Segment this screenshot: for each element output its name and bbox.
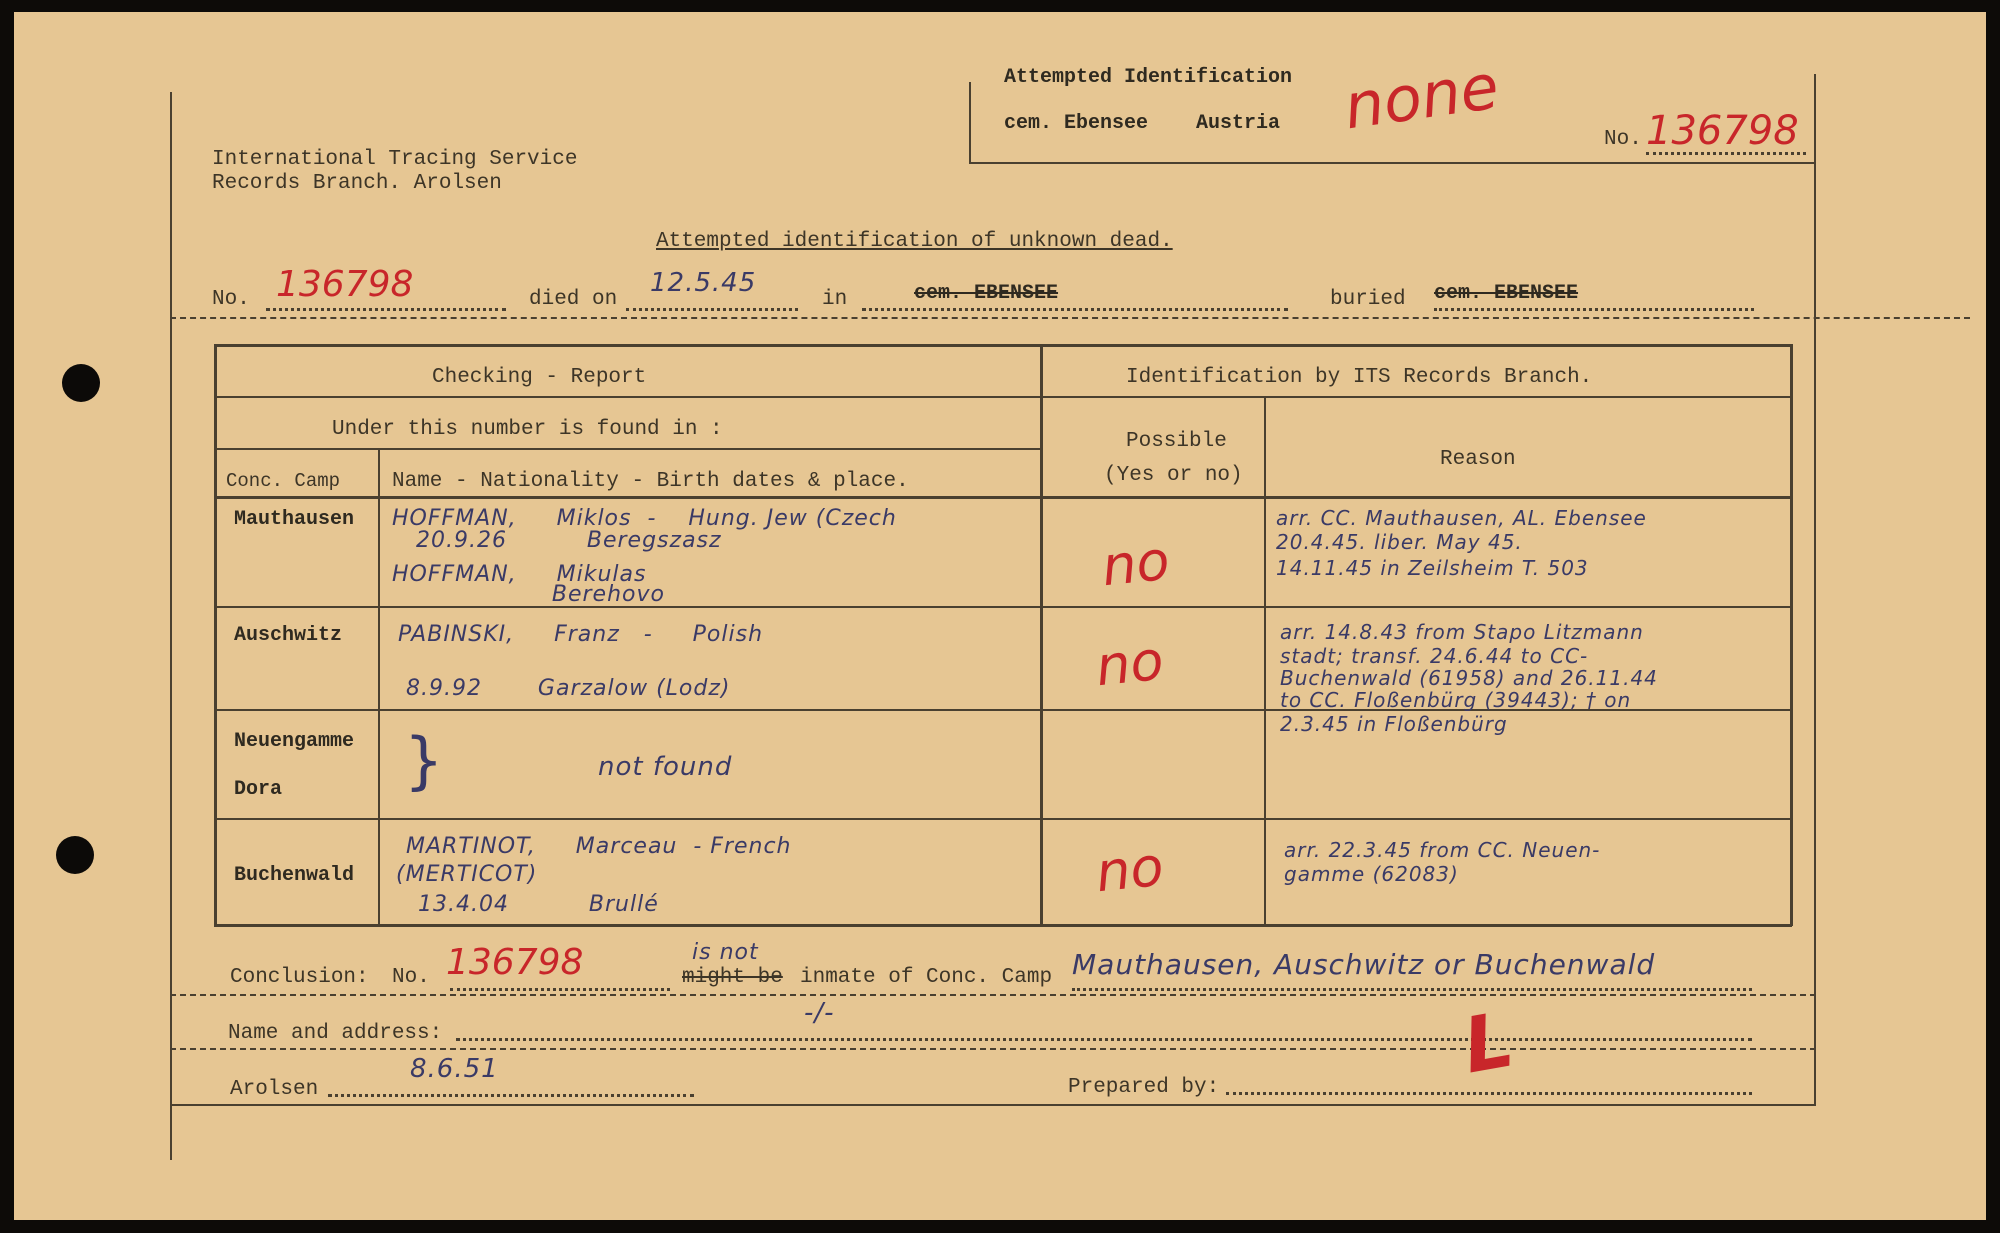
buried-dots	[1434, 308, 1754, 311]
died-dots	[626, 308, 798, 311]
camp-buchenwald: Buchenwald	[234, 864, 355, 887]
prepared-by-dots	[1226, 1092, 1752, 1095]
org-line-1: International Tracing Service	[212, 148, 578, 171]
record-no-value: 136798	[276, 264, 414, 305]
entry-line: 8.9.92 Garzalow (Lodz)	[406, 676, 731, 701]
conclusion-no-value: 136798	[446, 942, 584, 983]
header-no-dots	[1646, 152, 1806, 155]
in-label: in	[822, 288, 848, 311]
header-box-bottom	[969, 162, 1814, 164]
reason-line: 14.11.45 in Zeilsheim T. 503	[1276, 556, 1589, 580]
possible-header: Possible	[1126, 430, 1227, 453]
left-margin-line	[170, 92, 172, 1160]
arolsen-label: Arolsen	[230, 1078, 319, 1101]
entry-line: MARTINOT, Marceau - French	[406, 834, 792, 859]
camp-header: Conc. Camp	[226, 470, 341, 492]
record-card	[14, 12, 1986, 1220]
table-top-border	[214, 344, 1792, 347]
conclusion-no-dots	[450, 988, 670, 991]
table-row-line-1	[214, 396, 1792, 398]
header-box-left	[969, 82, 971, 162]
table-row-line-2	[214, 448, 1042, 450]
reason-line: 2.3.45 in Floßenbürg	[1280, 712, 1508, 736]
conclusion-no-label: No.	[392, 966, 430, 989]
possible-no-mark: no	[1092, 628, 1167, 699]
table-divider-reason	[1264, 396, 1266, 926]
arolsen-dots	[328, 1094, 694, 1097]
name-address-separator	[170, 1048, 1816, 1050]
camp-auschwitz: Auschwitz	[234, 624, 343, 647]
brace-mark: }	[404, 724, 445, 797]
reason-line: arr. CC. Mauthausen, AL. Ebensee	[1276, 506, 1647, 530]
punch-hole-top	[62, 364, 100, 402]
in-value: cem. EBENSEE	[914, 282, 1059, 305]
reason-line: arr. 22.3.45 from CC. Neuen-	[1284, 838, 1601, 862]
date-value: 8.6.51	[410, 1054, 499, 1084]
entry-line: 13.4.04 Brullé	[418, 892, 659, 917]
bottom-separator	[170, 1104, 1816, 1106]
entry-line: (MERTICOT)	[396, 862, 538, 887]
identification-header: Identification by ITS Records Branch.	[1126, 366, 1593, 389]
camp-neuengamme: Neuengamme	[234, 730, 355, 753]
record-separator	[170, 317, 1970, 319]
checking-report-header: Checking - Report	[432, 366, 647, 389]
table-right-border	[1790, 344, 1793, 926]
signature-mark: L	[1456, 994, 1520, 1091]
reason-line: Buchenwald (61958) and 26.11.44	[1280, 666, 1658, 690]
table-row-line-6	[214, 818, 1792, 820]
might-be-text: might be	[682, 966, 783, 989]
org-line-2: Records Branch. Arolsen	[212, 172, 502, 195]
entry-line: PABINSKI, Franz - Polish	[398, 622, 764, 647]
entry-line: HOFFMAN, Mikulas	[392, 562, 647, 587]
is-not-text: is not	[692, 940, 759, 965]
camp-mauthausen: Mauthausen	[234, 508, 355, 531]
possible-no-mark: no	[1098, 528, 1173, 599]
none-mark: none	[1339, 49, 1503, 144]
reason-line: to CC. Floßenbürg (39443); † on	[1280, 688, 1632, 712]
header-no-label: No.	[1604, 128, 1642, 151]
record-no-label: No.	[212, 288, 250, 311]
died-value: 12.5.45	[650, 268, 757, 298]
entry-line: HOFFMAN, Miklos - Hung. Jew (Czech	[392, 506, 897, 531]
name-header: Name - Nationality - Birth dates & place.	[392, 470, 909, 493]
header-box-place: cem. Ebensee	[1004, 112, 1149, 135]
header-box-country: Austria	[1196, 112, 1281, 135]
camp-dora: Dora	[234, 778, 283, 801]
found-in-header: Under this number is found in :	[332, 418, 723, 441]
entry-line: 20.9.26 Beregszasz	[392, 528, 722, 553]
record-no-dots	[266, 308, 506, 311]
punch-hole-bottom	[56, 836, 94, 874]
header-box-right	[1814, 74, 1816, 1104]
table-divider-camp	[378, 448, 380, 926]
prepared-by-label: Prepared by:	[1068, 1076, 1220, 1099]
conclusion-separator	[170, 994, 1816, 996]
conclusion-label: Conclusion:	[230, 966, 369, 989]
entry-line: Berehovo	[392, 582, 665, 607]
dash-mark: -/-	[804, 998, 835, 1028]
died-label: died on	[529, 288, 618, 311]
reason-line: 20.4.45. liber. May 45.	[1276, 530, 1523, 554]
name-address-label: Name and address:	[228, 1022, 443, 1045]
conclusion-camps: Mauthausen, Auschwitz or Buchenwald	[1072, 948, 1656, 981]
possible-no-mark: no	[1092, 834, 1167, 905]
reason-header: Reason	[1440, 448, 1516, 471]
inmate-text: inmate of Conc. Camp	[800, 966, 1053, 989]
reason-line: stadt; transf. 24.6.44 to CC-	[1280, 644, 1589, 668]
name-address-dots	[456, 1038, 1752, 1041]
not-found-text: not found	[598, 752, 733, 782]
table-row-line-3	[214, 496, 1792, 499]
buried-label: buried	[1330, 288, 1406, 311]
table-bottom-border	[214, 924, 1792, 927]
header-box-title: Attempted Identification	[1004, 66, 1293, 89]
conclusion-camps-dots	[1072, 988, 1752, 991]
table-divider-checking	[1040, 344, 1043, 926]
header-no-value: 136798	[1646, 108, 1799, 154]
table-left-border	[214, 344, 217, 926]
reason-line: arr. 14.8.43 from Stapo Litzmann	[1280, 620, 1644, 644]
reason-line: gamme (62083)	[1284, 862, 1459, 886]
document-title: Attempted identification of unknown dead.	[656, 230, 1173, 253]
in-dots	[862, 308, 1288, 311]
buried-value: cem. EBENSEE	[1434, 282, 1579, 305]
possible-header-sub: (Yes or no)	[1104, 464, 1243, 487]
